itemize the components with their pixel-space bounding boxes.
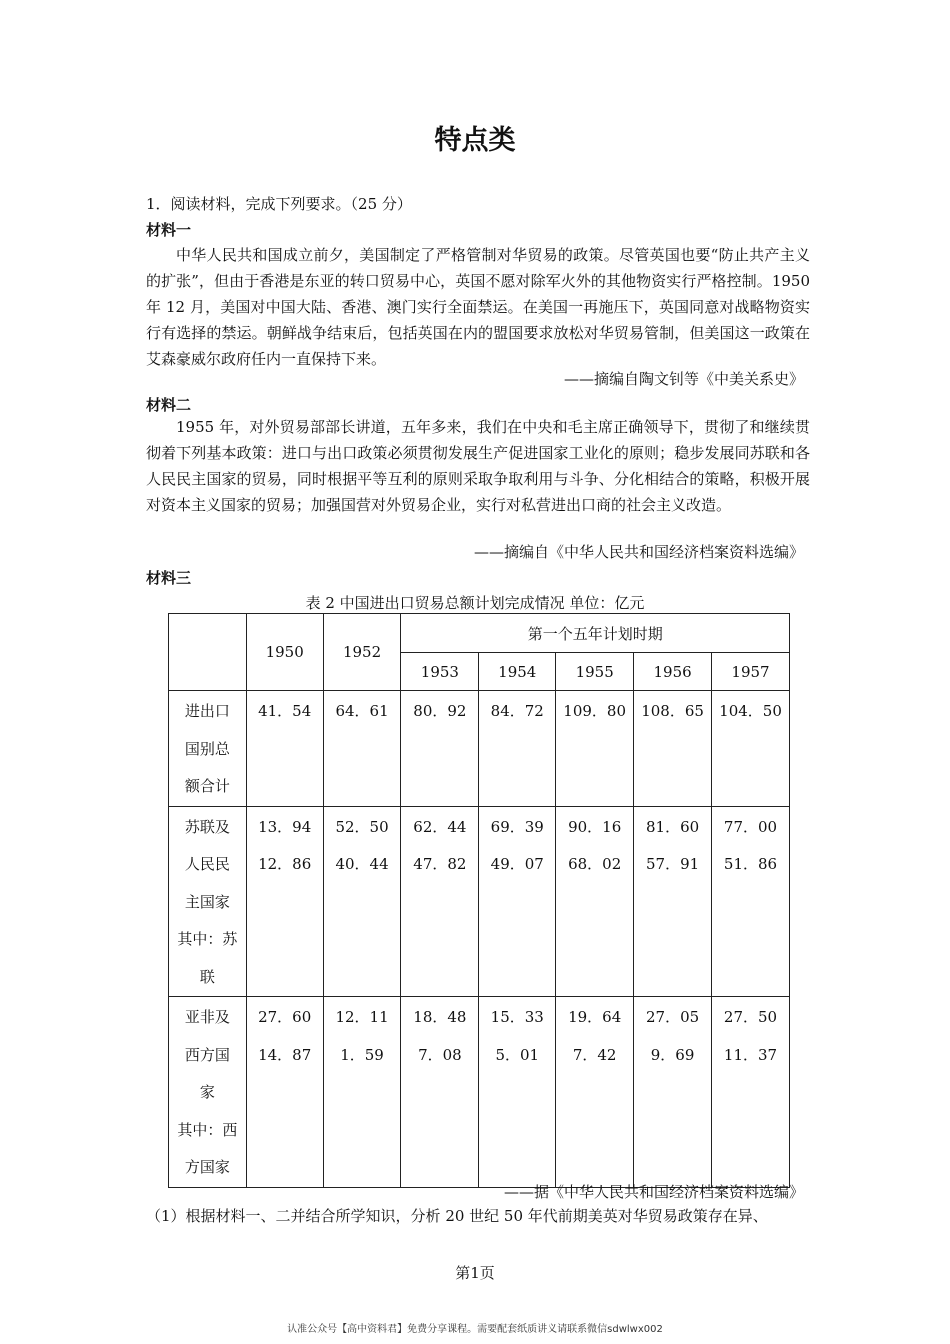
row-label-line: 额合计 [184,777,230,795]
table-row [169,806,790,997]
cell-value: 1．59 [340,1045,384,1064]
table-cell [634,806,712,997]
page-number: 第1页 [455,1264,495,1282]
cell-value: 49．07 [490,855,544,873]
year-header: 1950 [246,614,323,691]
table-cell [634,691,712,807]
table-cell [401,691,479,807]
table-cell [712,691,790,807]
row-label-line: 西方国 [184,1045,230,1064]
year-header: 1953 [401,653,479,691]
table-cell [246,806,323,997]
table-cell [712,806,790,997]
cell-value: 27．05 [645,1008,700,1026]
cell-value: 90．16 [568,817,622,836]
cell-value: 11．37 [723,1045,778,1064]
cell-value: 57．91 [645,855,700,873]
table-cell [479,691,556,807]
cell-value: 27．50 [723,1008,778,1026]
year-header: 1954 [479,653,556,691]
cell-value: 15．33 [490,1008,544,1026]
cell-value: 7．42 [572,1045,617,1064]
cell-value: 5．01 [495,1045,540,1064]
row-label-line: 其中：苏 [177,930,238,948]
footer-notice: 认准公众号【高中资料君】免费分享课程。需要配套纸质讲义请联系微信sdwlwx002 [287,1324,663,1335]
cell-value: 19．64 [568,1008,622,1026]
row-label-line: 家 [199,1083,215,1101]
row-label [169,806,247,997]
table-cell [712,997,790,1188]
row-label-line: 主国家 [184,892,230,911]
table-cell [634,997,712,1188]
cell-value: 12．86 [258,855,312,873]
table-cell [556,806,634,997]
row-label-line: 人民民 [184,855,230,873]
table-cell [401,806,479,997]
cell-value: 104．50 [719,702,782,720]
cell-value: 62．44 [413,817,467,836]
row-label-line: 进出口 [184,702,230,720]
year-header: 1952 [323,614,401,691]
table-cell [246,691,323,807]
table-cell [323,806,401,997]
year-header: 1956 [634,653,712,691]
table-cell [479,997,556,1188]
cell-value: 69．39 [490,817,544,836]
table-cell [479,806,556,997]
cell-value: 51．86 [723,855,778,873]
material2-text: 1955 年，对外贸易部部长讲道，五年多来，我们在中央和毛主席正确领导下，贯彻了和继续贯彻着下列基本政策：进口与出口政策必须贯彻发展生产促进国家工业化的原则；稳步发展同苏联和各人民民主国家的贸易，同时根据平等互利的原则采取争取利用与斗争、分化相结合的策略，积极开展对资本主义国家的贸易；加强国营对外贸易企业，实行对私营进出口商的社会主义改造。 [146,418,810,514]
year-header: 1955 [556,653,634,691]
cell-value: 68．02 [568,855,622,873]
cell-value: 7．08 [418,1045,462,1064]
five-year-plan-header: 第一个五年计划时期 [401,614,790,653]
row-label-line: 方国家 [184,1158,230,1176]
cell-value: 109．80 [563,702,627,720]
material1-label: 材料一 [146,221,192,239]
question-heading: 1．阅读材料，完成下列要求。（25 分） [146,195,412,213]
question-part-1: （1）根据材料一、二并结合所学知识，分析 20 世纪 50 年代前期美英对华贸易政策存在异、 [146,1207,768,1225]
row-label-line: 国别总 [184,739,230,758]
trade-table [168,613,790,1188]
row-label-line: 苏联及 [184,817,230,836]
table-cell [556,691,634,807]
table-row [169,691,790,807]
table-cell [323,691,401,807]
cell-value: 14．87 [258,1045,312,1064]
cell-value: 81．60 [645,817,700,836]
table-cell [323,997,401,1188]
material2-label: 材料二 [146,396,192,414]
cell-value: 84．72 [490,702,544,720]
cell-value: 52．50 [335,817,389,836]
material1-source: ——摘编自陶文钊等《中美关系史》 [563,370,804,388]
cell-value: 40．44 [335,855,389,873]
cell-value: 27．60 [258,1008,312,1026]
row-label-line: 联 [199,967,215,986]
material2-source: ——摘编自《中华人民共和国经济档案资料选编》 [473,543,804,561]
cell-value: 18．48 [413,1008,467,1026]
row-label [169,997,247,1188]
table-body [169,691,790,1188]
cell-value: 108．65 [641,702,704,720]
material3-source: ——据《中华人民共和国经济档案资料选编》 [503,1183,804,1201]
table-cell [556,997,634,1188]
cell-value: 41．54 [258,702,312,720]
row-label-line: 亚非及 [184,1008,230,1026]
row-label [169,691,247,807]
cell-value: 13．94 [258,817,312,836]
cell-value: 9．69 [650,1045,695,1064]
year-header: 1957 [712,653,790,691]
row-label-line: 其中：西 [177,1120,238,1139]
table-row [169,997,790,1188]
cell-value: 80．92 [413,702,467,720]
cell-value: 47．82 [413,855,467,873]
cell-value: 12．11 [335,1008,389,1026]
table-caption: 表 2 中国进出口贸易总额计划完成情况 单位：亿元 [305,594,645,612]
table-cell [401,997,479,1188]
table-cell [246,997,323,1188]
material1-text: 中华人民共和国成立前夕，美国制定了严格管制对华贸易的政策。尽管英国也要“防止共产主义的扩张”，但由于香港是东亚的转口贸易中心，英国不愿对除军火外的其他物资实行严格控制。1950 年 12 月，美国对中国大陆、香港、澳门实行全面禁运。在美国一再施压下，英国同意对战略物资实行有选择的禁运。朝鲜战争结束后，包括英国在内的盟国要求放松对华贸易管制，但美国这一政策在艾森豪威尔政府任内一直保持下来。 [146,246,810,368]
cell-value: 64．61 [335,702,389,720]
cell-value: 77．00 [723,817,778,836]
page-title: 特点类 [434,125,516,156]
table-corner-cell [169,614,247,691]
material3-label: 材料三 [146,569,192,587]
